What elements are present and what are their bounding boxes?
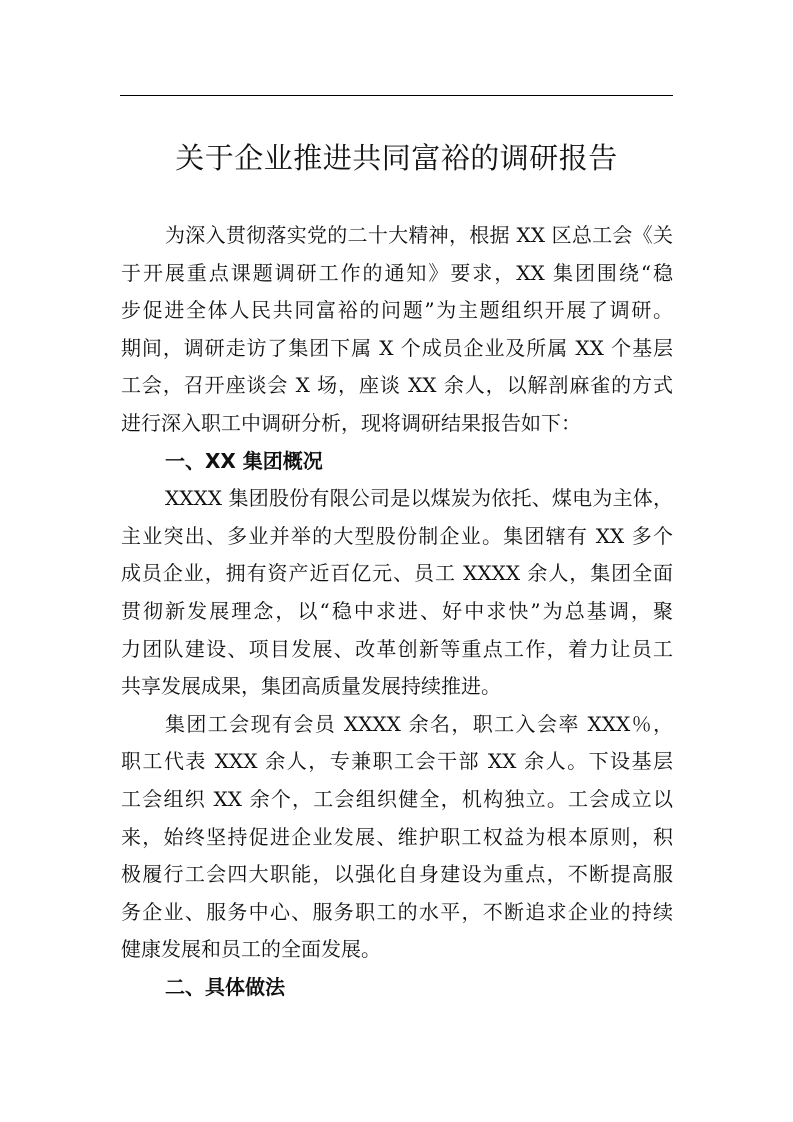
- section-heading-practices: 二、具体做法: [165, 974, 285, 999]
- text-line: XXXX 集团股份有限公司是以煤炭为依托、煤电为主体，: [165, 486, 673, 511]
- section-heading-overview: 一、XX 集团概况: [165, 448, 323, 473]
- text-line: 进行深入职工中调研分析，现将调研结果报告如下：: [121, 410, 581, 435]
- text-line: 健康发展和员工的全面发展。: [121, 937, 381, 962]
- document-body: [121, 217, 673, 1006]
- text-line: 务企业、服务中心、服务职工的水平，不断追求企业的持续: [121, 899, 673, 924]
- paragraph-union-overview: [121, 706, 673, 969]
- paragraph-group-overview: [121, 480, 673, 706]
- text-line: 集团工会现有会员 XXXX 余名，职工入会率 XXX％，: [165, 711, 673, 736]
- text-line: 于开展重点课题调研工作的通知》要求，XX 集团围绕“稳: [121, 260, 673, 285]
- document-title: 关于企业推进共同富裕的调研报告: [175, 141, 618, 175]
- text-line: 力团队建设、项目发展、改革创新等重点工作，着力让员工: [121, 636, 673, 661]
- text-line: 工会，召开座谈会 X 场，座谈 XX 余人，以解剖麻雀的方式: [121, 373, 673, 398]
- text-line: 主业突出、多业并举的大型股份制企业。集团辖有 XX 多个: [121, 523, 673, 548]
- header-rule: [120, 95, 673, 96]
- text-line: 期间，调研走访了集团下属 X 个成员企业及所属 XX 个基层: [121, 335, 673, 360]
- text-line: 来，始终坚持促进企业发展、维护职工权益为根本原则，积: [121, 824, 673, 849]
- paragraph-intro: [121, 217, 673, 443]
- text-line: 步促进全体人民共同富裕的问题”为主题组织开展了调研。: [121, 298, 673, 323]
- text-line: 共享发展成果，集团高质量发展持续推进。: [121, 674, 501, 699]
- text-line: 为深入贯彻落实党的二十大精神，根据 XX 区总工会《关: [165, 223, 673, 247]
- text-line: 贯彻新发展理念，以“稳中求进、好中求快”为总基调，聚: [121, 598, 673, 623]
- text-line: 极履行工会四大职能，以强化自身建设为重点，不断提高服: [121, 862, 673, 887]
- text-line: 工会组织 XX 余个，工会组织健全，机构独立。工会成立以: [121, 786, 673, 811]
- text-line: 职工代表 XXX 余人，专兼职工会干部 XX 余人。下设基层: [121, 749, 673, 774]
- text-line: 成员企业，拥有资产近百亿元、员工 XXXX 余人，集团全面: [121, 561, 673, 586]
